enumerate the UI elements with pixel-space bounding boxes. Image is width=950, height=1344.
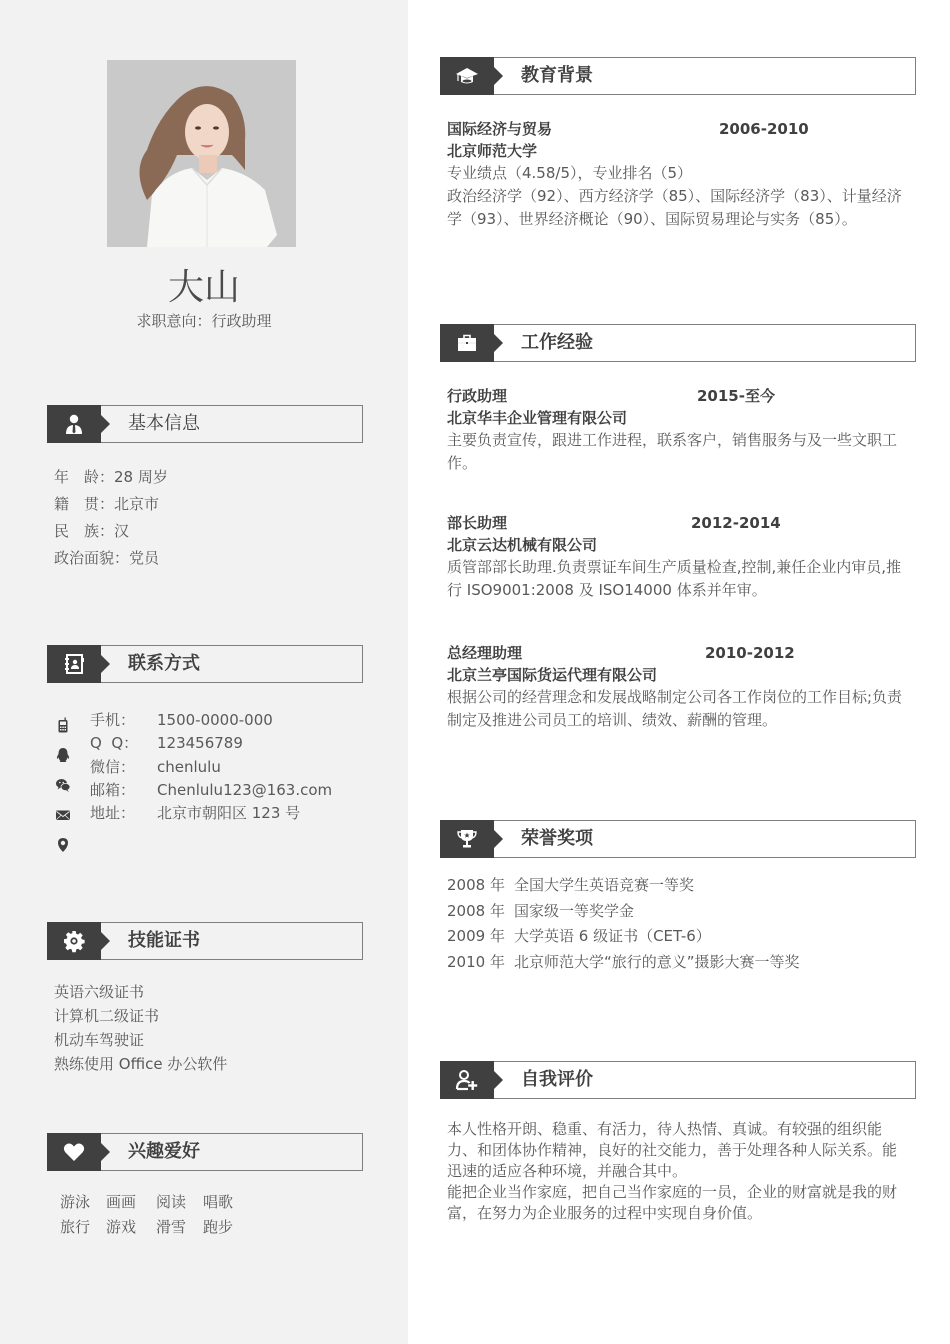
honor-year: 2009 年 bbox=[447, 927, 505, 945]
section-title: 荣誉奖项 bbox=[521, 828, 593, 849]
work-title: 总经理助理 bbox=[447, 644, 523, 662]
info-value: 汉 bbox=[114, 522, 130, 540]
honor-year: 2008 年 bbox=[447, 901, 505, 920]
work-description: 质管部部长助理.负责票证车间生产质量检查,控制,兼任企业内审员,推行 ISO9001:2008 及 ISO14000 体系并年审。 bbox=[447, 558, 902, 599]
envelope-icon bbox=[55, 807, 71, 823]
section-icon-box bbox=[440, 1061, 494, 1099]
honor-text: 国家级一等奖学金 bbox=[514, 901, 635, 920]
section-icon-box bbox=[47, 1133, 101, 1171]
info-label: 政治面貌： bbox=[54, 549, 130, 567]
hobby-item: 阅读 bbox=[156, 1193, 187, 1211]
work-description: 主要负责宣传，跟进工作进程，联系客户，销售服务与及一些文职工作。 bbox=[447, 431, 898, 472]
contact-email-value[interactable]: Chenlulu123@163.com bbox=[157, 780, 333, 799]
section-header-education bbox=[440, 57, 916, 95]
self-evaluation-paragraph: 本人性格开朗、稳重、有活力，待人热情、真诚。有较强的组织能力、和团体协作精神，良好的社交能力，善于处理各种人际关系。能迅速的适应各种环境，并融合其中。 bbox=[447, 1120, 898, 1180]
education-major: 国际经济与贸易 bbox=[447, 120, 553, 138]
section-header-work bbox=[440, 324, 916, 362]
basic-info-row bbox=[54, 545, 168, 572]
graduation-cap-icon bbox=[455, 64, 479, 88]
skill-item: 机动车驾驶证 bbox=[54, 1031, 145, 1049]
hobby-item: 游泳 bbox=[60, 1193, 91, 1211]
section-title: 基本信息 bbox=[128, 413, 200, 434]
section-header-basic-info bbox=[47, 405, 363, 443]
work-entry bbox=[447, 643, 907, 732]
contact-row-email bbox=[90, 779, 332, 802]
honor-text: 北京师范大学“旅行的意义”摄影大赛一等奖 bbox=[514, 952, 800, 971]
section-header-contact bbox=[47, 645, 363, 683]
mobile-phone-icon bbox=[55, 717, 71, 733]
honor-item bbox=[447, 924, 800, 950]
education-school: 北京师范大学 bbox=[447, 142, 538, 160]
skill-list bbox=[54, 980, 227, 1076]
section-icon-box bbox=[440, 820, 494, 858]
work-period: 2012-2014 bbox=[691, 514, 781, 532]
map-pin-icon bbox=[55, 837, 71, 853]
info-value: 党员 bbox=[129, 549, 160, 567]
hobby-item: 旅行 bbox=[60, 1217, 91, 1236]
info-label: 年 龄： bbox=[54, 468, 115, 486]
honor-item bbox=[447, 873, 800, 899]
section-title: 工作经验 bbox=[521, 332, 593, 353]
skill-item: 计算机二级证书 bbox=[54, 1007, 160, 1025]
section-title: 自我评价 bbox=[521, 1069, 593, 1090]
work-entry bbox=[447, 386, 907, 475]
education-period: 2006-2010 bbox=[719, 120, 809, 138]
hobby-item: 画画 bbox=[106, 1193, 137, 1211]
briefcase-icon bbox=[455, 331, 479, 355]
heart-icon bbox=[62, 1140, 86, 1164]
hobby-grid bbox=[60, 1190, 233, 1239]
self-evaluation-paragraph: 能把企业当作家庭，把自己当作家庭的一员，企业的财富就是我的财富，在努力为企业服务的过程中实现自身价值。 bbox=[447, 1183, 898, 1222]
hobby-item: 滑雪 bbox=[156, 1217, 187, 1236]
sidebar bbox=[0, 0, 408, 1344]
info-value: 28 周岁 bbox=[114, 468, 168, 486]
job-intent-value: 行政助理 bbox=[211, 312, 272, 330]
candidate-name: 大山 bbox=[167, 267, 240, 308]
contact-address-value: 北京市朝阳区 123 号 bbox=[157, 804, 301, 823]
hobby-row bbox=[60, 1190, 233, 1215]
basic-info-row bbox=[54, 518, 168, 545]
contact-label: 手机： bbox=[90, 711, 136, 729]
gear-icon bbox=[62, 929, 86, 953]
hobby-item: 跑步 bbox=[203, 1217, 234, 1236]
section-header-honors bbox=[440, 820, 916, 858]
honor-text: 大学英语 6 级证书（CET-6） bbox=[514, 927, 711, 945]
self-evaluation-text bbox=[447, 1119, 907, 1224]
honor-year: 2008 年 bbox=[447, 876, 505, 894]
contact-wechat-value: chenlulu bbox=[157, 757, 221, 776]
honors-list bbox=[447, 873, 800, 975]
contact-label: 地址： bbox=[90, 804, 136, 823]
hobby-row bbox=[60, 1215, 233, 1240]
hobby-item: 游戏 bbox=[106, 1217, 137, 1236]
contact-phone-value[interactable]: 1500-0000-000 bbox=[157, 711, 273, 729]
contact-label: 微信： bbox=[90, 757, 136, 776]
work-title: 行政助理 bbox=[447, 387, 508, 405]
contact-label: Q Q： bbox=[90, 734, 139, 753]
user-plus-icon bbox=[455, 1068, 479, 1092]
honor-item bbox=[447, 899, 800, 925]
section-header-hobbies bbox=[47, 1133, 363, 1171]
section-icon-box bbox=[47, 405, 101, 443]
honor-item bbox=[447, 950, 800, 976]
section-title: 联系方式 bbox=[128, 653, 200, 674]
contact-row-wechat bbox=[90, 756, 332, 779]
basic-info-list bbox=[54, 464, 168, 572]
work-company: 北京兰亭国际货运代理有限公司 bbox=[447, 666, 658, 684]
education-courses: 政治经济学（92）、西方经济学（85）、国际经济学（83）、计量经济学（93）、世界经济概论（90）、国际贸易理论与实务（85）。 bbox=[447, 187, 902, 228]
contact-label: 邮箱： bbox=[90, 780, 136, 799]
work-description: 根据公司的经营理念和发展战略制定公司各工作岗位的工作目标;负责制定及推进公司员工的培训、绩效、薪酬的管理。 bbox=[447, 688, 903, 729]
skill-item: 熟练使用 Office 办公软件 bbox=[54, 1055, 228, 1073]
profile-photo bbox=[107, 60, 296, 247]
basic-info-row bbox=[54, 464, 168, 491]
section-icon-box bbox=[47, 645, 101, 683]
job-intent-label: 求职意向： bbox=[136, 312, 212, 330]
section-icon-box bbox=[440, 324, 494, 362]
info-value: 北京市 bbox=[114, 495, 160, 513]
job-intent bbox=[0, 311, 408, 331]
honor-year: 2010 年 bbox=[447, 952, 505, 971]
work-company: 北京华丰企业管理有限公司 bbox=[447, 409, 628, 427]
skill-item: 英语六级证书 bbox=[54, 983, 145, 1001]
section-icon-box bbox=[440, 57, 494, 95]
contact-qq-value: 123456789 bbox=[157, 734, 243, 753]
contact-list bbox=[90, 709, 332, 825]
info-label: 民 族： bbox=[54, 522, 115, 540]
work-entry bbox=[447, 513, 907, 602]
work-period: 2015-至今 bbox=[697, 387, 775, 405]
basic-info-row bbox=[54, 491, 168, 518]
address-book-icon bbox=[62, 652, 86, 676]
work-title: 部长助理 bbox=[447, 514, 508, 532]
section-title: 教育背景 bbox=[521, 65, 593, 86]
section-title: 技能证书 bbox=[128, 930, 200, 951]
contact-row-phone bbox=[90, 709, 332, 732]
education-entry bbox=[447, 119, 907, 231]
qq-penguin-icon bbox=[55, 747, 71, 763]
wechat-icon bbox=[55, 777, 71, 793]
user-tie-icon bbox=[62, 412, 86, 436]
contact-icons bbox=[54, 713, 72, 863]
section-icon-box bbox=[47, 922, 101, 960]
education-gpa: 专业绩点（4.58/5），专业排名（5） bbox=[447, 164, 693, 182]
contact-row-address bbox=[90, 802, 332, 825]
work-period: 2010-2012 bbox=[705, 644, 795, 662]
section-header-skills bbox=[47, 922, 363, 960]
info-label: 籍 贯： bbox=[54, 495, 115, 513]
honor-text: 全国大学生英语竞赛一等奖 bbox=[514, 876, 695, 894]
work-company: 北京云达机械有限公司 bbox=[447, 536, 598, 554]
section-title: 兴趣爱好 bbox=[128, 1141, 200, 1162]
section-header-self-evaluation bbox=[440, 1061, 916, 1099]
hobby-item: 唱歌 bbox=[203, 1193, 234, 1211]
portrait-image bbox=[107, 60, 296, 247]
contact-row-qq bbox=[90, 732, 332, 755]
trophy-icon bbox=[455, 827, 479, 851]
